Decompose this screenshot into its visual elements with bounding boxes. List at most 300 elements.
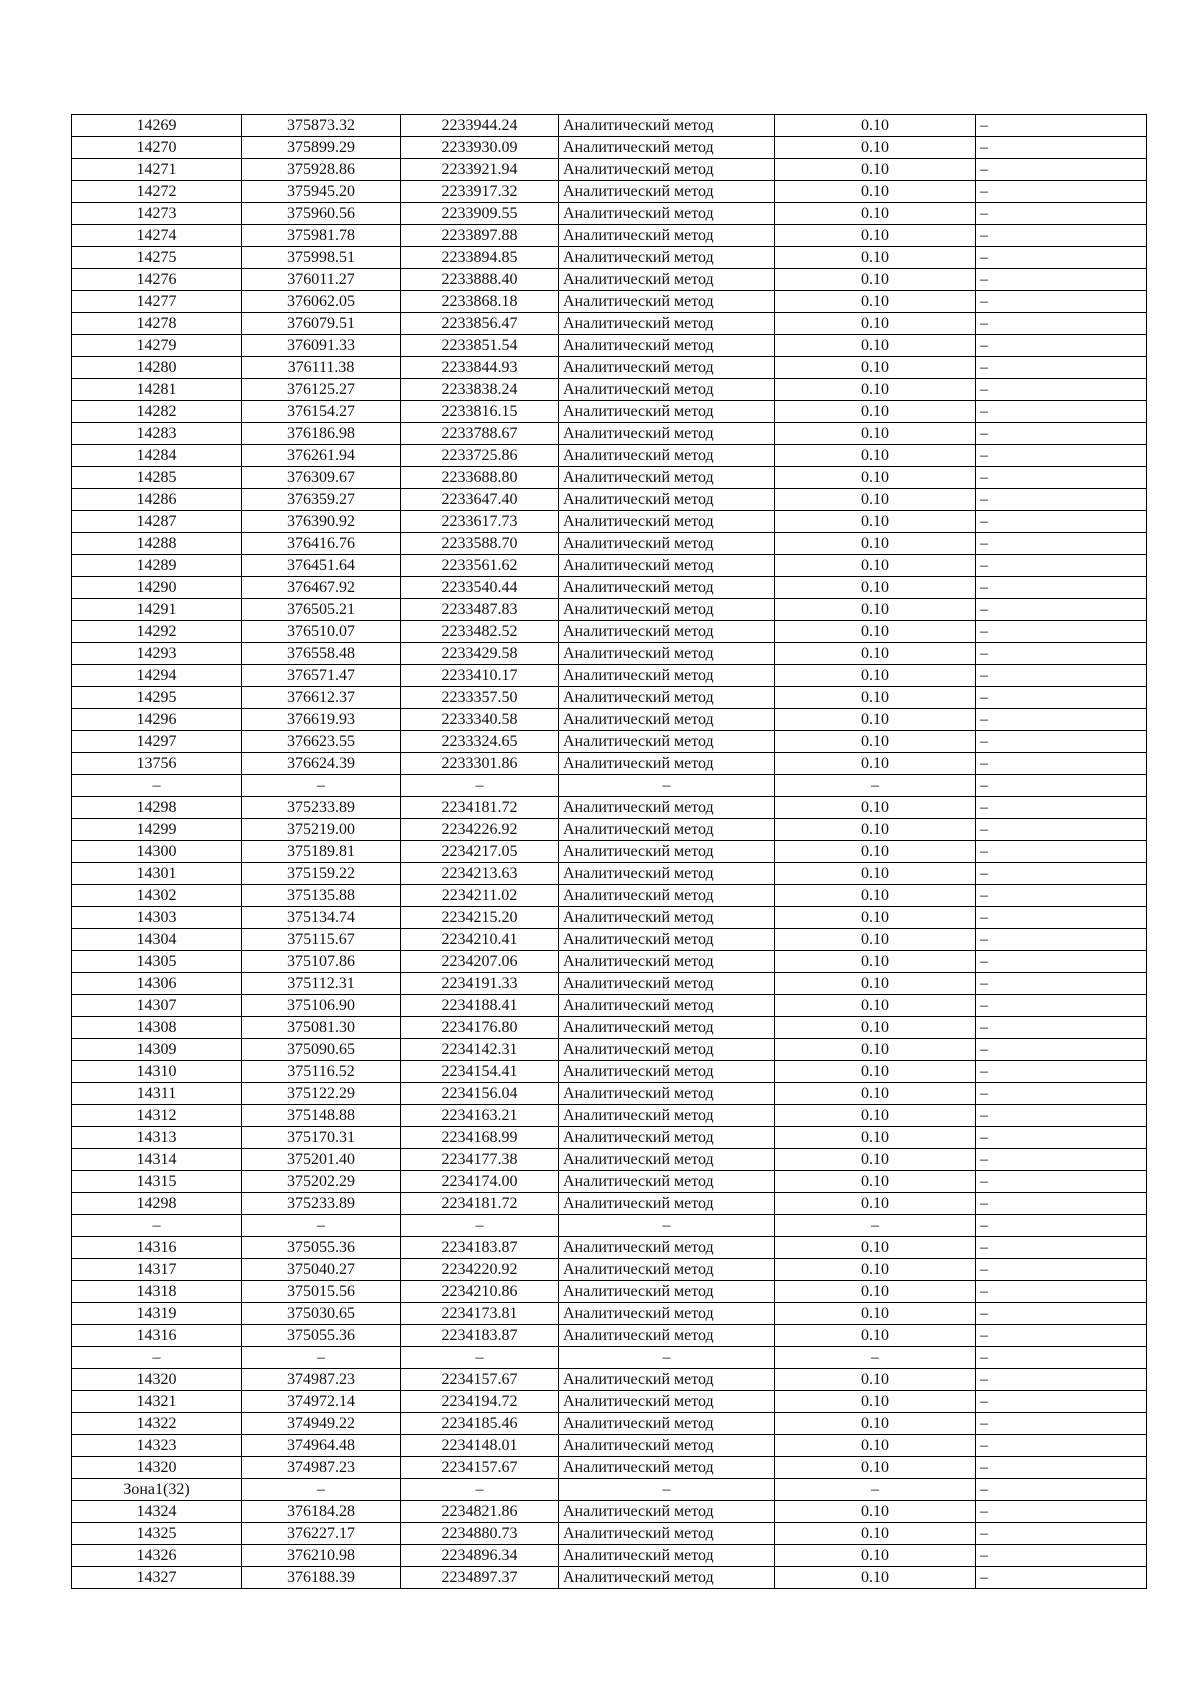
y-coordinate-cell: 2234188.41 — [401, 995, 559, 1017]
accuracy-cell: 0.10 — [775, 1325, 976, 1347]
x-coordinate-cell: 376624.39 — [242, 753, 401, 775]
x-coordinate-cell: 375030.65 — [242, 1303, 401, 1325]
method-cell: Аналитический метод — [559, 1061, 775, 1083]
x-coordinate-cell: 375040.27 — [242, 1259, 401, 1281]
point-number-cell: 14326 — [72, 1545, 242, 1567]
description-cell: – — [976, 247, 1147, 269]
x-coordinate-cell: 376125.27 — [242, 379, 401, 401]
y-coordinate-cell: 2234226.92 — [401, 819, 559, 841]
accuracy-cell: 0.10 — [775, 753, 976, 775]
table-row — [72, 1369, 1147, 1391]
table-row — [72, 159, 1147, 181]
description-cell: – — [976, 687, 1147, 709]
method-cell: Аналитический метод — [559, 1523, 775, 1545]
point-number-cell: 14310 — [72, 1061, 242, 1083]
table-row — [72, 1457, 1147, 1479]
y-coordinate-cell: 2233357.50 — [401, 687, 559, 709]
accuracy-cell: 0.10 — [775, 1259, 976, 1281]
coordinates-table-body — [72, 115, 1147, 1589]
description-cell: – — [976, 665, 1147, 687]
description-cell: – — [976, 1149, 1147, 1171]
point-number-cell: 14274 — [72, 225, 242, 247]
x-coordinate-cell: 375981.78 — [242, 225, 401, 247]
y-coordinate-cell: 2234156.04 — [401, 1083, 559, 1105]
x-coordinate-cell: 375116.52 — [242, 1061, 401, 1083]
point-number-cell: Зона1(32) — [72, 1479, 242, 1501]
method-cell: Аналитический метод — [559, 1127, 775, 1149]
description-cell: – — [976, 797, 1147, 819]
point-number-cell: 14316 — [72, 1325, 242, 1347]
description-cell: – — [976, 1457, 1147, 1479]
point-number-cell: 14289 — [72, 555, 242, 577]
point-number-cell: – — [72, 775, 242, 797]
accuracy-cell: 0.10 — [775, 599, 976, 621]
point-number-cell: 14308 — [72, 1017, 242, 1039]
table-row — [72, 1413, 1147, 1435]
table-row — [72, 687, 1147, 709]
x-coordinate-cell: 376416.76 — [242, 533, 401, 555]
x-coordinate-cell: 376184.28 — [242, 1501, 401, 1523]
point-number-cell: 14317 — [72, 1259, 242, 1281]
y-coordinate-cell: – — [401, 1215, 559, 1237]
accuracy-cell: 0.10 — [775, 951, 976, 973]
accuracy-cell: 0.10 — [775, 1149, 976, 1171]
accuracy-cell: 0.10 — [775, 379, 976, 401]
accuracy-cell: 0.10 — [775, 1523, 976, 1545]
x-coordinate-cell: 374949.22 — [242, 1413, 401, 1435]
accuracy-cell: 0.10 — [775, 269, 976, 291]
method-cell: Аналитический метод — [559, 247, 775, 269]
y-coordinate-cell: 2233340.58 — [401, 709, 559, 731]
point-number-cell: 14304 — [72, 929, 242, 951]
table-row — [72, 863, 1147, 885]
table-row — [72, 577, 1147, 599]
y-coordinate-cell: 2233588.70 — [401, 533, 559, 555]
x-coordinate-cell: 376011.27 — [242, 269, 401, 291]
x-coordinate-cell: 375233.89 — [242, 1193, 401, 1215]
description-cell: – — [976, 1259, 1147, 1281]
table-row — [72, 1501, 1147, 1523]
y-coordinate-cell: 2234821.86 — [401, 1501, 559, 1523]
table-row — [72, 621, 1147, 643]
method-cell: Аналитический метод — [559, 1567, 775, 1589]
description-cell: – — [976, 1083, 1147, 1105]
y-coordinate-cell: 2233561.62 — [401, 555, 559, 577]
y-coordinate-cell: 2234181.72 — [401, 797, 559, 819]
y-coordinate-cell: 2234157.67 — [401, 1457, 559, 1479]
accuracy-cell: 0.10 — [775, 797, 976, 819]
y-coordinate-cell: 2234183.87 — [401, 1325, 559, 1347]
description-cell: – — [976, 1435, 1147, 1457]
x-coordinate-cell: 376467.92 — [242, 577, 401, 599]
method-cell: Аналитический метод — [559, 1149, 775, 1171]
method-cell: Аналитический метод — [559, 753, 775, 775]
method-cell: Аналитический метод — [559, 1369, 775, 1391]
point-number-cell: 14320 — [72, 1457, 242, 1479]
accuracy-cell: 0.10 — [775, 1303, 976, 1325]
x-coordinate-cell: 375960.56 — [242, 203, 401, 225]
method-cell: Аналитический метод — [559, 885, 775, 907]
method-cell: Аналитический метод — [559, 203, 775, 225]
accuracy-cell: 0.10 — [775, 1281, 976, 1303]
x-coordinate-cell: 376210.98 — [242, 1545, 401, 1567]
method-cell: Аналитический метод — [559, 687, 775, 709]
point-number-cell: – — [72, 1215, 242, 1237]
accuracy-cell: – — [775, 1347, 976, 1369]
point-number-cell: 14295 — [72, 687, 242, 709]
table-row — [72, 775, 1147, 797]
method-cell: Аналитический метод — [559, 335, 775, 357]
point-number-cell: 14327 — [72, 1567, 242, 1589]
method-cell: Аналитический метод — [559, 599, 775, 621]
x-coordinate-cell: 376510.07 — [242, 621, 401, 643]
description-cell: – — [976, 1193, 1147, 1215]
table-row — [72, 1567, 1147, 1589]
x-coordinate-cell: 374987.23 — [242, 1457, 401, 1479]
point-number-cell: 14271 — [72, 159, 242, 181]
table-row — [72, 797, 1147, 819]
accuracy-cell: 0.10 — [775, 907, 976, 929]
x-coordinate-cell: 376091.33 — [242, 335, 401, 357]
method-cell: Аналитический метод — [559, 137, 775, 159]
point-number-cell: 14286 — [72, 489, 242, 511]
description-cell: – — [976, 379, 1147, 401]
x-coordinate-cell: 375945.20 — [242, 181, 401, 203]
point-number-cell: 14287 — [72, 511, 242, 533]
x-coordinate-cell: 376612.37 — [242, 687, 401, 709]
table-row — [72, 203, 1147, 225]
description-cell: – — [976, 753, 1147, 775]
point-number-cell: 14316 — [72, 1237, 242, 1259]
point-number-cell: 14299 — [72, 819, 242, 841]
point-number-cell: 14273 — [72, 203, 242, 225]
description-cell: – — [976, 1413, 1147, 1435]
point-number-cell: 14276 — [72, 269, 242, 291]
x-coordinate-cell: 375148.88 — [242, 1105, 401, 1127]
description-cell: – — [976, 951, 1147, 973]
y-coordinate-cell: 2234181.72 — [401, 1193, 559, 1215]
x-coordinate-cell: 376571.47 — [242, 665, 401, 687]
method-cell: Аналитический метод — [559, 159, 775, 181]
accuracy-cell: 0.10 — [775, 1391, 976, 1413]
y-coordinate-cell: 2234142.31 — [401, 1039, 559, 1061]
method-cell: Аналитический метод — [559, 1193, 775, 1215]
y-coordinate-cell: – — [401, 775, 559, 797]
x-coordinate-cell: 376111.38 — [242, 357, 401, 379]
table-row — [72, 929, 1147, 951]
method-cell: Аналитический метод — [559, 1391, 775, 1413]
description-cell: – — [976, 1061, 1147, 1083]
y-coordinate-cell: 2233487.83 — [401, 599, 559, 621]
x-coordinate-cell: 376186.98 — [242, 423, 401, 445]
description-cell: – — [976, 1281, 1147, 1303]
method-cell: Аналитический метод — [559, 841, 775, 863]
accuracy-cell: 0.10 — [775, 665, 976, 687]
accuracy-cell: 0.10 — [775, 203, 976, 225]
description-cell: – — [976, 643, 1147, 665]
method-cell: Аналитический метод — [559, 709, 775, 731]
description-cell: – — [976, 335, 1147, 357]
x-coordinate-cell: – — [242, 1479, 401, 1501]
accuracy-cell: 0.10 — [775, 1237, 976, 1259]
table-row — [72, 995, 1147, 1017]
accuracy-cell: 0.10 — [775, 1039, 976, 1061]
y-coordinate-cell: 2233324.65 — [401, 731, 559, 753]
description-cell: – — [976, 489, 1147, 511]
point-number-cell: 14314 — [72, 1149, 242, 1171]
table-row — [72, 313, 1147, 335]
y-coordinate-cell: 2234897.37 — [401, 1567, 559, 1589]
description-cell: – — [976, 1303, 1147, 1325]
method-cell: Аналитический метод — [559, 1435, 775, 1457]
accuracy-cell: – — [775, 1479, 976, 1501]
accuracy-cell: 0.10 — [775, 621, 976, 643]
table-row — [72, 357, 1147, 379]
point-number-cell: 14292 — [72, 621, 242, 643]
point-number-cell: 14270 — [72, 137, 242, 159]
table-row — [72, 973, 1147, 995]
description-cell: – — [976, 1479, 1147, 1501]
method-cell: Аналитический метод — [559, 115, 775, 137]
x-coordinate-cell: 376623.55 — [242, 731, 401, 753]
table-row — [72, 379, 1147, 401]
accuracy-cell: 0.10 — [775, 115, 976, 137]
method-cell: Аналитический метод — [559, 1413, 775, 1435]
table-row — [72, 1479, 1147, 1501]
accuracy-cell: 0.10 — [775, 1567, 976, 1589]
description-cell: – — [976, 159, 1147, 181]
y-coordinate-cell: 2234174.00 — [401, 1171, 559, 1193]
y-coordinate-cell: 2234211.02 — [401, 885, 559, 907]
y-coordinate-cell: – — [401, 1479, 559, 1501]
description-cell: – — [976, 863, 1147, 885]
description-cell: – — [976, 775, 1147, 797]
x-coordinate-cell: 376188.39 — [242, 1567, 401, 1589]
table-row — [72, 335, 1147, 357]
accuracy-cell: 0.10 — [775, 1083, 976, 1105]
point-number-cell: 14305 — [72, 951, 242, 973]
y-coordinate-cell: 2234207.06 — [401, 951, 559, 973]
method-cell: Аналитический метод — [559, 181, 775, 203]
description-cell: – — [976, 533, 1147, 555]
accuracy-cell: 0.10 — [775, 555, 976, 577]
point-number-cell: 14278 — [72, 313, 242, 335]
method-cell: Аналитический метод — [559, 819, 775, 841]
method-cell: Аналитический метод — [559, 269, 775, 291]
table-row — [72, 291, 1147, 313]
table-row — [72, 1105, 1147, 1127]
accuracy-cell: 0.10 — [775, 1435, 976, 1457]
description-cell: – — [976, 423, 1147, 445]
x-coordinate-cell: 376390.92 — [242, 511, 401, 533]
point-number-cell: 14320 — [72, 1369, 242, 1391]
method-cell: Аналитический метод — [559, 995, 775, 1017]
x-coordinate-cell: 375135.88 — [242, 885, 401, 907]
table-row — [72, 1083, 1147, 1105]
y-coordinate-cell: 2233944.24 — [401, 115, 559, 137]
x-coordinate-cell: 375081.30 — [242, 1017, 401, 1039]
description-cell: – — [976, 1017, 1147, 1039]
point-number-cell: 14298 — [72, 1193, 242, 1215]
y-coordinate-cell: 2233851.54 — [401, 335, 559, 357]
description-cell: – — [976, 709, 1147, 731]
y-coordinate-cell: 2233688.80 — [401, 467, 559, 489]
y-coordinate-cell: 2234154.41 — [401, 1061, 559, 1083]
accuracy-cell: 0.10 — [775, 1171, 976, 1193]
x-coordinate-cell: 375122.29 — [242, 1083, 401, 1105]
description-cell: – — [976, 599, 1147, 621]
accuracy-cell: 0.10 — [775, 1105, 976, 1127]
x-coordinate-cell: 374972.14 — [242, 1391, 401, 1413]
description-cell: – — [976, 291, 1147, 313]
method-cell: Аналитический метод — [559, 863, 775, 885]
method-cell: Аналитический метод — [559, 357, 775, 379]
x-coordinate-cell: 375170.31 — [242, 1127, 401, 1149]
y-coordinate-cell: 2233856.47 — [401, 313, 559, 335]
accuracy-cell: 0.10 — [775, 1061, 976, 1083]
x-coordinate-cell: 375873.32 — [242, 115, 401, 137]
y-coordinate-cell: 2234213.63 — [401, 863, 559, 885]
x-coordinate-cell: 375090.65 — [242, 1039, 401, 1061]
description-cell: – — [976, 511, 1147, 533]
accuracy-cell: 0.10 — [775, 335, 976, 357]
table-row — [72, 511, 1147, 533]
y-coordinate-cell: 2234896.34 — [401, 1545, 559, 1567]
x-coordinate-cell: – — [242, 1215, 401, 1237]
point-number-cell: 14319 — [72, 1303, 242, 1325]
accuracy-cell: 0.10 — [775, 863, 976, 885]
method-cell: Аналитический метод — [559, 467, 775, 489]
x-coordinate-cell: 376619.93 — [242, 709, 401, 731]
method-cell: Аналитический метод — [559, 423, 775, 445]
description-cell: – — [976, 313, 1147, 335]
description-cell: – — [976, 555, 1147, 577]
accuracy-cell: 0.10 — [775, 687, 976, 709]
method-cell: Аналитический метод — [559, 907, 775, 929]
accuracy-cell: 0.10 — [775, 489, 976, 511]
x-coordinate-cell: 375928.86 — [242, 159, 401, 181]
point-number-cell: – — [72, 1347, 242, 1369]
x-coordinate-cell: 375055.36 — [242, 1237, 401, 1259]
point-number-cell: 13756 — [72, 753, 242, 775]
description-cell: – — [976, 621, 1147, 643]
accuracy-cell: 0.10 — [775, 137, 976, 159]
y-coordinate-cell: 2233868.18 — [401, 291, 559, 313]
x-coordinate-cell: – — [242, 1347, 401, 1369]
x-coordinate-cell: 375106.90 — [242, 995, 401, 1017]
point-number-cell: 14301 — [72, 863, 242, 885]
y-coordinate-cell: 2233917.32 — [401, 181, 559, 203]
point-number-cell: 14269 — [72, 115, 242, 137]
y-coordinate-cell: 2234173.81 — [401, 1303, 559, 1325]
table-row — [72, 533, 1147, 555]
table-row — [72, 1325, 1147, 1347]
table-row — [72, 709, 1147, 731]
x-coordinate-cell: 376359.27 — [242, 489, 401, 511]
x-coordinate-cell: 375112.31 — [242, 973, 401, 995]
point-number-cell: 14296 — [72, 709, 242, 731]
x-coordinate-cell: 376227.17 — [242, 1523, 401, 1545]
method-cell: Аналитический метод — [559, 1083, 775, 1105]
description-cell: – — [976, 1369, 1147, 1391]
description-cell: – — [976, 1171, 1147, 1193]
method-cell: Аналитический метод — [559, 555, 775, 577]
point-number-cell: 14298 — [72, 797, 242, 819]
table-row — [72, 1523, 1147, 1545]
description-cell: – — [976, 137, 1147, 159]
point-number-cell: 14318 — [72, 1281, 242, 1303]
method-cell: Аналитический метод — [559, 1105, 775, 1127]
method-cell: Аналитический метод — [559, 665, 775, 687]
table-row — [72, 753, 1147, 775]
table-row — [72, 599, 1147, 621]
point-number-cell: 14279 — [72, 335, 242, 357]
x-coordinate-cell: 375998.51 — [242, 247, 401, 269]
point-number-cell: 14302 — [72, 885, 242, 907]
description-cell: – — [976, 1105, 1147, 1127]
point-number-cell: 14312 — [72, 1105, 242, 1127]
method-cell: – — [559, 775, 775, 797]
y-coordinate-cell: 2233788.67 — [401, 423, 559, 445]
description-cell: – — [976, 1325, 1147, 1347]
method-cell: Аналитический метод — [559, 1017, 775, 1039]
accuracy-cell: 0.10 — [775, 533, 976, 555]
description-cell: – — [976, 357, 1147, 379]
description-cell: – — [976, 1237, 1147, 1259]
accuracy-cell: 0.10 — [775, 731, 976, 753]
table-row — [72, 1303, 1147, 1325]
accuracy-cell: 0.10 — [775, 1193, 976, 1215]
description-cell: – — [976, 203, 1147, 225]
point-number-cell: 14311 — [72, 1083, 242, 1105]
x-coordinate-cell: 375107.86 — [242, 951, 401, 973]
method-cell: Аналитический метод — [559, 1457, 775, 1479]
table-row — [72, 1281, 1147, 1303]
x-coordinate-cell: 375134.74 — [242, 907, 401, 929]
method-cell: Аналитический метод — [559, 533, 775, 555]
table-row — [72, 1545, 1147, 1567]
method-cell: Аналитический метод — [559, 379, 775, 401]
table-row — [72, 555, 1147, 577]
y-coordinate-cell: 2234194.72 — [401, 1391, 559, 1413]
y-coordinate-cell: 2233888.40 — [401, 269, 559, 291]
accuracy-cell: 0.10 — [775, 291, 976, 313]
x-coordinate-cell: 375899.29 — [242, 137, 401, 159]
method-cell: Аналитический метод — [559, 445, 775, 467]
y-coordinate-cell: 2234176.80 — [401, 1017, 559, 1039]
method-cell: Аналитический метод — [559, 1545, 775, 1567]
point-number-cell: 14313 — [72, 1127, 242, 1149]
table-row — [72, 445, 1147, 467]
description-cell: – — [976, 1567, 1147, 1589]
point-number-cell: 14272 — [72, 181, 242, 203]
coordinates-table — [71, 114, 1147, 1589]
accuracy-cell: 0.10 — [775, 929, 976, 951]
table-row — [72, 1347, 1147, 1369]
description-cell: – — [976, 885, 1147, 907]
accuracy-cell: 0.10 — [775, 225, 976, 247]
table-row — [72, 247, 1147, 269]
table-row — [72, 115, 1147, 137]
x-coordinate-cell: 374987.23 — [242, 1369, 401, 1391]
table-row — [72, 467, 1147, 489]
method-cell: Аналитический метод — [559, 291, 775, 313]
method-cell: Аналитический метод — [559, 1259, 775, 1281]
description-cell: – — [976, 577, 1147, 599]
point-number-cell: 14277 — [72, 291, 242, 313]
method-cell: Аналитический метод — [559, 731, 775, 753]
y-coordinate-cell: 2234210.41 — [401, 929, 559, 951]
